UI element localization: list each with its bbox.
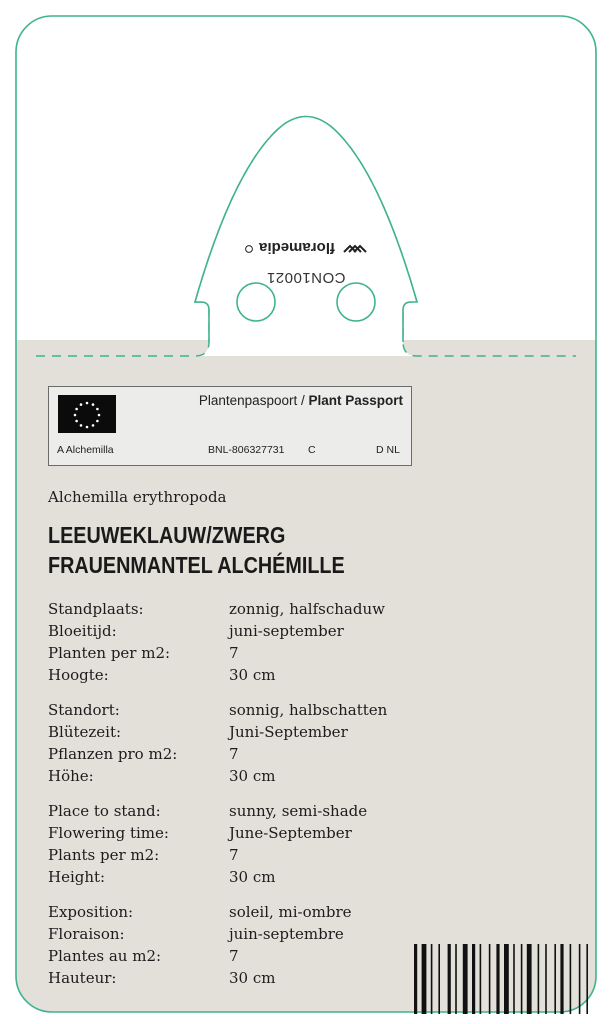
info-value: 7 [229, 947, 239, 965]
eu-flag-icon [58, 395, 116, 433]
passport-field-b: BNL-806327731 [208, 444, 285, 456]
info-group-german [48, 699, 387, 787]
info-row [48, 721, 387, 743]
barcode-bar [455, 944, 457, 1014]
passport-field-c: C [308, 444, 316, 456]
info-group-english [48, 800, 387, 888]
barcode-bar [554, 944, 556, 1014]
info-key: Pflanzen pro m2: [48, 745, 178, 763]
barcode-bar [545, 944, 547, 1014]
info-row [48, 699, 387, 721]
passport-title [199, 393, 403, 408]
info-key: Hoogte: [48, 666, 109, 684]
passport-title-regular: Plantenpaspoort / [198, 393, 309, 408]
barcode-bar [560, 944, 563, 1014]
info-key: Standort: [48, 701, 120, 719]
barcode-bar [480, 944, 482, 1014]
plant-info [48, 598, 387, 1002]
info-key: Standplaats: [48, 600, 144, 618]
info-row [48, 967, 387, 989]
plant-passport [48, 386, 412, 466]
info-row [48, 620, 387, 642]
info-key: Blütezeit: [48, 723, 122, 741]
info-row [48, 598, 387, 620]
info-value: 7 [229, 846, 239, 864]
info-value: 30 cm [229, 767, 276, 785]
info-value: sunny, semi-shade [229, 802, 368, 820]
info-row [48, 664, 387, 686]
info-value: juin-septembre [229, 925, 344, 943]
info-row [48, 765, 387, 787]
info-key: Height: [48, 868, 106, 886]
info-key: Höhe: [48, 767, 94, 785]
barcode [408, 944, 594, 1014]
info-value: soleil, mi-ombre [229, 903, 352, 921]
info-key: Flowering time: [48, 824, 169, 842]
info-value: 30 cm [229, 868, 276, 886]
info-row [48, 822, 387, 844]
info-row [48, 945, 387, 967]
info-key: Place to stand: [48, 802, 161, 820]
brand-logo: floramedia [259, 239, 335, 256]
info-row [48, 901, 387, 923]
info-value: 7 [229, 644, 239, 662]
info-value: zonnig, halfschaduw [229, 600, 385, 618]
info-key: Hauteur: [48, 969, 117, 987]
info-row [48, 743, 387, 765]
info-key: Exposition: [48, 903, 134, 921]
barcode-bar [448, 944, 451, 1014]
barcode-bar [579, 944, 581, 1014]
info-group-dutch [48, 598, 387, 686]
brand-code: CON10021 [266, 269, 346, 286]
barcode-bar [472, 944, 475, 1014]
info-row [48, 800, 387, 822]
barcode-bar [496, 944, 499, 1014]
barcode-bar [513, 944, 515, 1014]
info-key: Planten per m2: [48, 644, 171, 662]
barcode-bar [463, 944, 468, 1014]
barcode-bar [422, 944, 427, 1014]
info-group-french [48, 901, 387, 989]
info-key: Bloeitijd: [48, 622, 117, 640]
common-names: LEEUWEKLAUW/ZWERG FRAUENMANTEL ALCHÉMILLE [48, 522, 345, 578]
info-row [48, 642, 387, 664]
barcode-bar [586, 944, 588, 1014]
barcode-bar [527, 944, 532, 1014]
barcode-bar [521, 944, 523, 1014]
info-key: Plants per m2: [48, 846, 160, 864]
barcode-bar [431, 944, 433, 1014]
barcode-bar [538, 944, 540, 1014]
info-value: Juni-September [229, 723, 348, 741]
info-value: juni-september [229, 622, 344, 640]
info-value: sonnig, halbschatten [229, 701, 388, 719]
info-value: June-September [229, 824, 352, 842]
info-value: 30 cm [229, 969, 276, 987]
info-key: Floraison: [48, 925, 125, 943]
passport-field-a: A Alchemilla [57, 444, 114, 456]
info-row [48, 923, 387, 945]
info-value: 7 [229, 745, 239, 763]
passport-field-d: D NL [376, 444, 400, 456]
info-row [48, 844, 387, 866]
latin-name: Alchemilla erythropoda [48, 488, 227, 506]
barcode-bar [438, 944, 440, 1014]
passport-title-bold: Plant Passport [308, 393, 403, 408]
info-key: Plantes au m2: [48, 947, 162, 965]
barcode-bar [414, 944, 417, 1014]
info-row [48, 866, 387, 888]
barcode-bar [489, 944, 491, 1014]
barcode-bar [504, 944, 509, 1014]
info-value: 30 cm [229, 666, 276, 684]
barcode-bar [570, 944, 572, 1014]
